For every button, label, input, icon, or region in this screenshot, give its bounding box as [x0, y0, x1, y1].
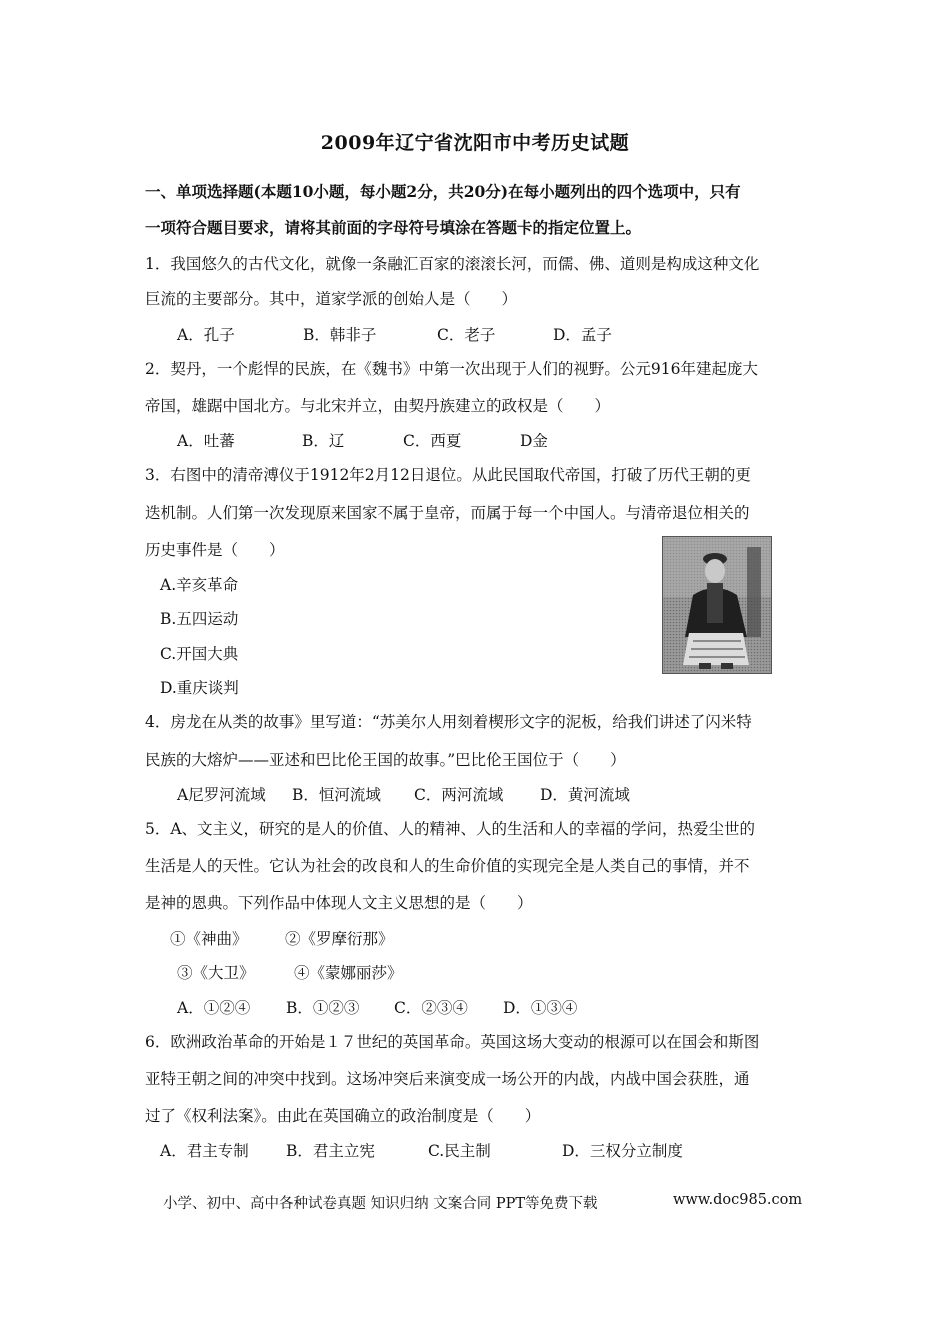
option-b: B．君主立宪: [286, 1142, 375, 1160]
option-d: D．孟子: [553, 326, 612, 344]
work-4: ④《蒙娜丽莎》: [294, 964, 403, 982]
option-c: C．②③④: [394, 999, 468, 1017]
option-a: A．①②④: [177, 999, 251, 1017]
option-b: B．韩非子: [303, 326, 377, 344]
option-c: C.开国大典: [160, 645, 239, 663]
option-a: A.辛亥革命: [160, 576, 239, 594]
option-b: B．恒河流域: [292, 786, 381, 804]
page-title: 2009年辽宁省沈阳市中考历史试题: [320, 132, 630, 154]
option-d: D.重庆谈判: [160, 679, 239, 697]
question-5-line-2: 生活是人的天性。它认为社会的改良和人的生命价值的实现完全是人类自己的事情，并不: [145, 857, 750, 875]
work-3: ③《大卫》: [177, 964, 255, 982]
option-c: C.民主制: [428, 1142, 491, 1160]
option-d: D．三权分立制度: [562, 1142, 683, 1160]
footer-link[interactable]: www.doc985.com: [673, 1192, 803, 1208]
question-1-line-2: 巨流的主要部分。其中，道家学派的创始人是（ ）: [145, 290, 518, 308]
question-3-line-3: 历史事件是（ ）: [145, 541, 285, 559]
question-2-line-1: 2．契丹，一个彪悍的民族，在《魏书》中第一次出现于人们的视野。公元916年建起庞大: [145, 360, 758, 378]
option-c: C．两河流域: [414, 786, 504, 804]
question-6-line-1: 6．欧洲政治革命的开始是１７世纪的英国革命。英国这场大变动的根源可以在国会和斯图: [145, 1033, 760, 1051]
page-footer: [163, 1192, 803, 1213]
option-b: B．①②③: [286, 999, 360, 1017]
option-b: B．辽: [302, 432, 345, 450]
option-c: C．西夏: [403, 432, 462, 450]
option-a: A．孔子: [177, 326, 235, 344]
question-4-line-1: 4．房龙在从类的故事》里写道：“苏美尔人用刻着楔形文字的泥板，给我们讲述了闪米特: [145, 713, 752, 731]
question-5-line-1: 5．A、文主义，研究的是人的价值、人的精神、人的生活和人的幸福的学问，热爱尘世的: [145, 820, 756, 838]
question-6-line-3: 过了《权利法案》。由此在英国确立的政治制度是（ ）: [145, 1107, 541, 1125]
work-2: ②《罗摩衍那》: [285, 930, 394, 948]
section-instructions-line-2: 一项符合题目要求，请将其前面的字母符号填涂在答题卡的指定位置上。: [145, 218, 642, 237]
question-5-line-3: 是神的恩典。下列作品中体现人文主义思想的是（ ）: [145, 894, 533, 912]
question-1-line-1: 1．我国悠久的古代文化，就像一条融汇百家的滚滚长河，而儒、佛、道则是构成这种文化: [145, 255, 760, 273]
work-1: ①《神曲》: [170, 930, 248, 948]
puyi-photo-drawing: [663, 537, 771, 673]
option-a: A尼罗河流域: [177, 786, 266, 804]
footer-text: 小学、初中、高中各种试卷真题 知识归纳 文案合同 PPT等免费下载: [163, 1196, 598, 1212]
puyi-photo: [662, 536, 772, 674]
option-d: D．①③④: [503, 999, 578, 1017]
section-instructions-line-1: 一、单项选择题(本题10小题，每小题2分，共20分)在每小题列出的四个选项中，只有: [145, 182, 741, 201]
question-3-line-1: 3．右图中的清帝溥仪于1912年2月12日退位。从此民国取代帝国，打破了历代王朝的更: [145, 466, 751, 484]
option-b: B.五四运动: [160, 610, 239, 628]
option-d: D金: [520, 432, 548, 450]
option-c: C．老子: [437, 326, 496, 344]
question-4-line-2: 民族的大熔炉——亚述和巴比伦王国的故事。”巴比伦王国位于（ ）: [145, 751, 626, 769]
option-d: D．黄河流域: [540, 786, 630, 804]
question-3-line-2: 迭机制。人们第一次发现原来国家不属于皇帝，而属于每一个中国人。与清帝退位相关的: [145, 504, 750, 522]
question-6-line-2: 亚特王朝之间的冲突中找到。这场冲突后来演变成一场公开的内战，内战中国会获胜，通: [145, 1070, 750, 1088]
option-a: A．君主专制: [160, 1142, 249, 1160]
question-2-line-2: 帝国，雄踞中国北方。与北宋并立，由契丹族建立的政权是（ ）: [145, 397, 611, 415]
option-a: A．吐蕃: [177, 432, 235, 450]
